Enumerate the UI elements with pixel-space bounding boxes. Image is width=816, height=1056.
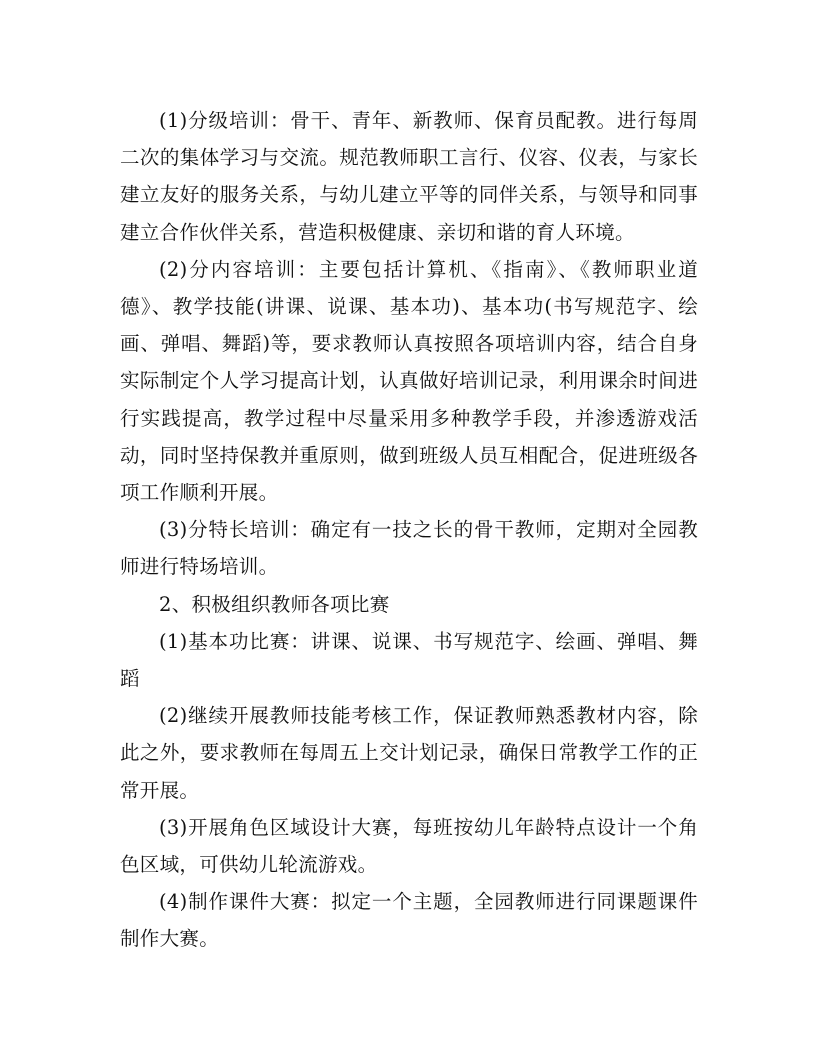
paragraph-skills-assessment: (2)继续开展教师技能考核工作，保证教师熟悉教材内容，除此之外，要求教师在每周五上交计划记录，确保日常教学工作的正常开展。 — [120, 704, 698, 802]
paragraph-specialty-training: (3)分特长培训：确定有一技之长的骨干教师，定期对全园教师进行特场培训。 — [120, 518, 698, 579]
paragraph-role-area-design: (3)开展角色区域设计大赛，每班按幼儿年龄特点设计一个角色区域，可供幼儿轮流游戏。 — [120, 815, 698, 877]
paragraph-basic-skills-competition: (1)基本功比赛：讲课、说课、书写规范字、绘画、弹唱、舞蹈 — [120, 629, 698, 691]
paragraph-graded-training: (1)分级培训：骨干、青年、新教师、保育员配教。进行每周二次的集体学习与交流。规范教师职工言行、仪容、仪表，与家长建立友好的服务关系，与幼儿建立平等的同伴关系，与领导和同事建立合作伙伴关系，营造积极健康、亲切和谐的育人环境。 — [120, 109, 698, 244]
paragraph-courseware-competition: (4)制作课件大赛：拟定一个主题，全园教师进行同课题课件制作大赛。 — [120, 890, 698, 951]
document-body — [120, 102, 698, 958]
paragraph-content-training: (2)分内容培训：主要包括计算机、《指南》、《教师职业道德》、教学技能(讲课、说课、基本功)、基本功(书写规范字、绘画、弹唱、舞蹈)等，要求教师认真按照各项培训内容，结合自身实际制定个人学习提高计划，认真做好培训记录，利用课余时间进行实践提高，教学过程中尽量采用多种教学手段，并渗透游戏活动，同时坚持保教并重原则，做到班级人员互相配合，促进班级各项工作顺利开展。 — [120, 257, 698, 505]
section-heading-competitions: 2、积极组织教师各项比赛 — [159, 592, 390, 616]
